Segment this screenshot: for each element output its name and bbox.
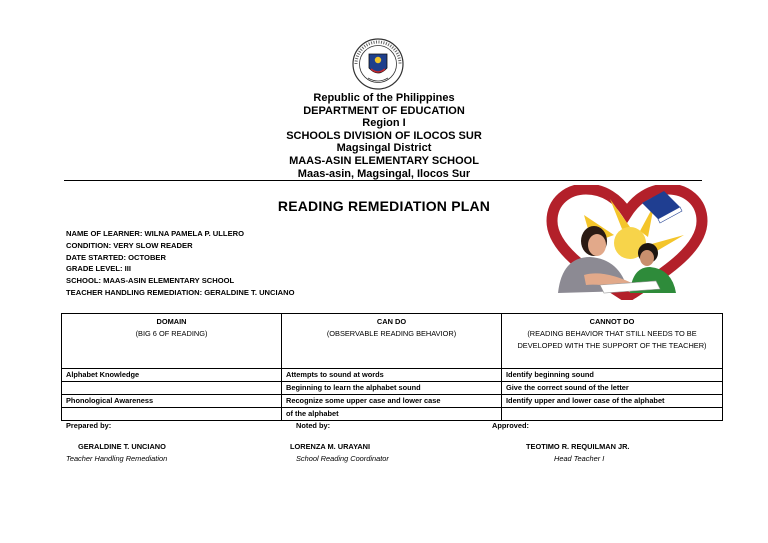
table-cell: Identify beginning sound xyxy=(502,369,723,382)
table-header-row xyxy=(62,314,723,369)
table-cell xyxy=(502,408,723,421)
table-cell: Recognize some upper case and lower case xyxy=(282,395,502,408)
table-cell xyxy=(62,382,282,395)
learner-condition: CONDITION: VERY SLOW READER xyxy=(66,240,193,250)
table-row xyxy=(62,408,723,421)
deped-seal-logo xyxy=(352,38,404,90)
signature-noted xyxy=(290,420,389,465)
table-cell: Identify upper and lower case of the alphabet xyxy=(502,395,723,408)
signature-prepared xyxy=(66,420,167,465)
table-cell: of the alphabet xyxy=(282,408,502,421)
signature-name: TEOTIMO R. REQUILMAN JR. xyxy=(526,442,630,451)
table-cell: Give the correct sound of the letter xyxy=(502,382,723,395)
table-row xyxy=(62,382,723,395)
document-title: READING REMEDIATION PLAN xyxy=(277,198,491,214)
header-cannot-do: CANNOT DO (READING BEHAVIOR THAT STILL NEEDS TO BE DEVELOPED WITH THE SUPPORT OF THE TEACHER) xyxy=(502,314,723,369)
table-row xyxy=(62,369,723,382)
table-row xyxy=(62,395,723,408)
learner-info xyxy=(66,228,295,299)
letterhead-department: DEPARTMENT OF EDUCATION xyxy=(303,104,465,117)
signature-position: Teacher Handling Remediation xyxy=(66,454,168,463)
date-started: DATE STARTED: OCTOBER xyxy=(66,252,166,262)
remediation-table xyxy=(61,313,723,421)
letterhead-school: MAAS-ASIN ELEMENTARY SCHOOL xyxy=(289,154,479,167)
letterhead xyxy=(0,92,768,180)
signature-label: Prepared by: xyxy=(66,421,112,430)
signature-name: LORENZA M. URAYANI xyxy=(290,442,371,451)
table-cell: Alphabet Knowledge xyxy=(62,369,282,382)
letterhead-address: Maas-asin, Magsingal, Ilocos Sur xyxy=(297,167,471,180)
grade-level: GRADE LEVEL: III xyxy=(66,264,131,274)
signature-position: Head Teacher I xyxy=(554,454,605,463)
teacher-reading-illustration xyxy=(544,185,710,300)
teacher-handling: TEACHER HANDLING REMEDIATION: GERALDINE T. UNCIANO xyxy=(66,287,295,297)
signature-label: Approved: xyxy=(492,421,529,430)
signature-name: GERALDINE T. UNCIANO xyxy=(78,442,166,451)
table-cell: Attempts to sound at words xyxy=(282,369,502,382)
letterhead-district: Magsingal District xyxy=(336,142,432,155)
signature-label: Noted by: xyxy=(296,421,331,430)
header-divider xyxy=(64,180,702,181)
signature-approved xyxy=(492,420,629,465)
header-domain: DOMAIN (BIG 6 OF READING) xyxy=(62,314,282,369)
table-cell xyxy=(62,408,282,421)
letterhead-division: SCHOOLS DIVISION OF ILOCOS SUR xyxy=(286,129,482,142)
learner-name: NAME OF LEARNER: WILNA PAMELA P. ULLERO xyxy=(66,229,245,238)
table-cell: Phonological Awareness xyxy=(62,395,282,408)
learner-school: SCHOOL: MAAS-ASIN ELEMENTARY SCHOOL xyxy=(66,276,235,286)
header-can-do: CAN DO (OBSERVABLE READING BEHAVIOR) xyxy=(282,314,502,369)
letterhead-republic: Republic of the Philippines xyxy=(313,92,455,104)
signature-position: School Reading Coordinator xyxy=(296,454,389,463)
table-cell: Beginning to learn the alphabet sound xyxy=(282,382,502,395)
letterhead-region: Region I xyxy=(362,117,406,130)
